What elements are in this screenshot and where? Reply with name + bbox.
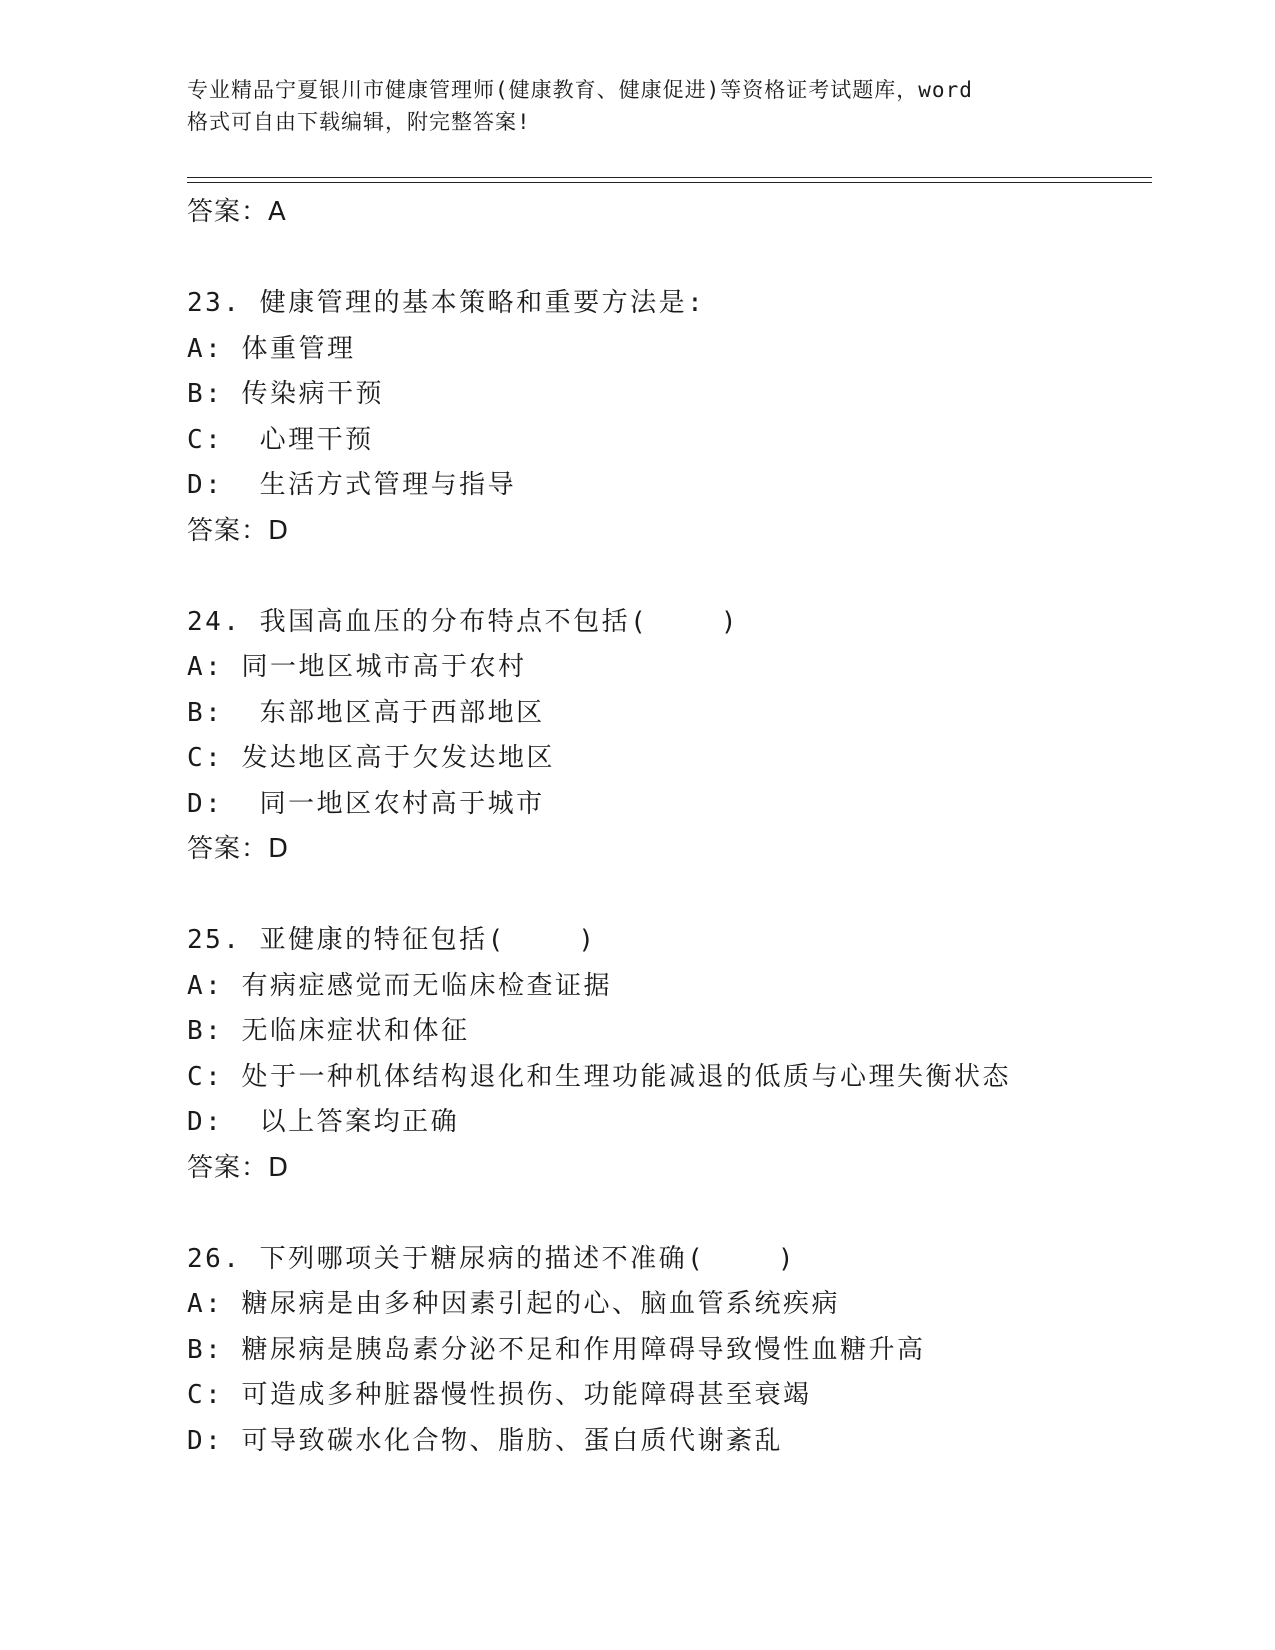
option-a: A: 体重管理 xyxy=(187,333,356,364)
option-b: B: 东部地区高于西部地区 xyxy=(187,697,545,728)
option-c: C: 可造成多种脏器慢性损伤、功能障碍甚至衰竭 xyxy=(187,1380,812,1410)
document-header xyxy=(187,74,1067,138)
option-b: B: 无临床症状和体征 xyxy=(187,1016,470,1046)
spacer xyxy=(187,873,1147,919)
question-23 xyxy=(187,281,1147,554)
question-stem: 26. 下列哪项关于糖尿病的描述不准确( ) xyxy=(187,1243,797,1274)
question-stem: 24. 我国高血压的分布特点不包括( ) xyxy=(187,606,740,637)
option-a: A: 糖尿病是由多种因素引起的心、脑血管系统疾病 xyxy=(187,1289,840,1319)
question-list xyxy=(187,190,1147,1464)
option-a: A: 有病症感觉而无临床检查证据 xyxy=(187,970,612,1001)
answer: 答案：D xyxy=(187,1152,290,1183)
question-24 xyxy=(187,600,1147,873)
option-d: D: 同一地区农村高于城市 xyxy=(187,788,545,819)
option-d: D: 可导致碳水化合物、脂肪、蛋白质代谢紊乱 xyxy=(187,1425,783,1456)
answer: 答案：D xyxy=(187,834,290,864)
option-b: B: 传染病干预 xyxy=(187,379,384,409)
answer-prev: 答案：A xyxy=(187,197,287,227)
spacer xyxy=(187,1191,1147,1237)
option-d: D: 生活方式管理与指导 xyxy=(187,470,517,500)
header-line-2: 格式可自由下载编辑，附完整答案! xyxy=(187,110,531,134)
option-c: C: 心理干预 xyxy=(187,424,374,455)
question-stem: 25. 亚健康的特征包括( ) xyxy=(187,925,597,955)
question-25 xyxy=(187,918,1147,1191)
question-26 xyxy=(187,1237,1147,1465)
header-rule-bottom xyxy=(187,182,1152,183)
option-d: D: 以上答案均正确 xyxy=(187,1107,460,1137)
option-a: A: 同一地区城市高于农村 xyxy=(187,652,527,682)
header-rule-top xyxy=(187,177,1152,178)
option-b: B: 糖尿病是胰岛素分泌不足和作用障碍导致慢性血糖升高 xyxy=(187,1334,926,1365)
spacer xyxy=(187,554,1147,600)
option-c: C: 发达地区高于欠发达地区 xyxy=(187,743,555,773)
option-c: C: 处于一种机体结构退化和生理功能减退的低质与心理失衡状态 xyxy=(187,1061,1011,1092)
question-stem: 23. 健康管理的基本策略和重要方法是: xyxy=(187,288,706,318)
answer: 答案：D xyxy=(187,515,290,546)
spacer xyxy=(187,236,1147,282)
header-line-1: 专业精品宁夏银川市健康管理师(健康教育、健康促进)等资格证考试题库，word xyxy=(187,78,973,102)
